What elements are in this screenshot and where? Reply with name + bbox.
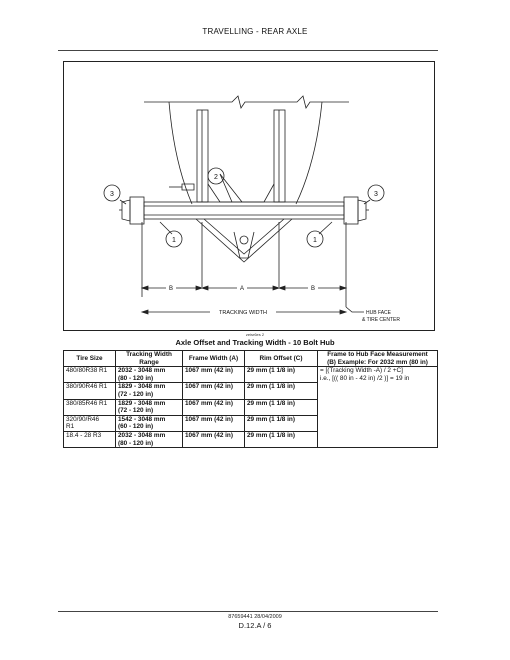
figure-number: zeisr6es 2: [245, 332, 265, 337]
axle-figure: [63, 61, 435, 331]
dim-label-tracking-width: TRACKING WIDTH: [219, 310, 267, 316]
cell-range-in: (72 - 120 in): [118, 407, 154, 415]
callout-3-right: 3: [374, 191, 378, 198]
header-rim-offset: Rim Offset (C): [245, 351, 318, 367]
center-housing: [208, 184, 274, 202]
cell-frame-width: 1067 mm (42 in): [183, 399, 245, 415]
cell-range-mm: 2032 - 3048 mm: [118, 367, 166, 375]
footer-document-code: 87659441 28/04/2009: [228, 614, 282, 620]
cell-tire-size-line2: R1: [66, 423, 75, 431]
cell-tire-size: 380/85R46 R1: [64, 399, 116, 415]
page-header-title: TRAVELLING - REAR AXLE: [202, 27, 308, 36]
header-measure-line1: Frame to Hub Face Measurement: [327, 351, 428, 358]
cell-tracking-range: [116, 431, 183, 447]
table-header-row: [64, 351, 438, 367]
header-tracking-line1: Tracking Width: [126, 351, 172, 358]
cell-tire-size-text: 480/80R38 R1: [66, 367, 108, 375]
cell-rim-offset: 29 mm (1 1/8 in): [245, 399, 318, 415]
dim-label-a: A: [239, 286, 245, 292]
cell-frame-width: 1067 mm (42 in): [183, 415, 245, 431]
table-row: [64, 367, 438, 383]
cell-tire-size-line1: 320/90/R46: [66, 415, 100, 423]
callout-3-left: 3: [110, 191, 114, 198]
header-tracking-line2: Range: [139, 358, 159, 366]
cell-range-in: (60 - 120 in): [118, 423, 154, 431]
tank-right-curve: [296, 102, 322, 204]
cell-frame-width: 1067 mm (42 in): [183, 431, 245, 447]
axle-spec-table: [63, 350, 438, 448]
right-hub: [344, 197, 358, 224]
cell-tire-size: [64, 415, 116, 431]
callout-1-left: 1: [172, 237, 176, 244]
cell-range-in: (80 - 120 in): [118, 374, 154, 382]
header-measure-line2: (B) Example: For 2032 mm (80 in): [327, 358, 428, 366]
dim-label-b-right: B: [310, 286, 316, 292]
lower-v-strut: [196, 219, 292, 262]
left-frame-rail: [197, 110, 208, 202]
cell-formula: = [(Tracking Width -A) / 2 +C]: [320, 367, 403, 375]
cell-measurement-example: [318, 367, 438, 448]
frame-top-line: [144, 96, 349, 108]
axle-diagram: [64, 62, 434, 330]
header-rule: [58, 50, 438, 51]
header-frame-width: Frame Width (A): [183, 351, 245, 367]
cell-rim-offset: 29 mm (1 1/8 in): [245, 431, 318, 447]
cell-tracking-range: [116, 367, 183, 383]
header-measurement: [318, 351, 438, 367]
label-tire-center: & TIRE CENTER: [362, 317, 400, 323]
cell-tracking-range: [116, 399, 183, 415]
cell-tire-size: 380/90R46 R1: [64, 383, 116, 399]
cell-range-in: (72 - 120 in): [118, 390, 154, 398]
cell-frame-width: 1067 mm (42 in): [183, 367, 245, 383]
cell-tire-size: [64, 367, 116, 383]
footer-page-number: D.12.A / 6: [238, 621, 272, 630]
footer-rule: [58, 611, 438, 612]
dim-label-b-left: B: [168, 286, 174, 292]
cell-rim-offset: 29 mm (1 1/8 in): [245, 367, 318, 383]
cell-formula-example: i.e., [(( 80 in - 42 in) /2 )] = 19 in: [320, 374, 410, 382]
right-frame-rail: [274, 110, 285, 202]
left-hub: [130, 197, 144, 224]
cell-tracking-range: [116, 415, 183, 431]
cell-frame-width: 1067 mm (42 in): [183, 383, 245, 399]
header-tire-size: Tire Size: [64, 351, 116, 367]
side-bracket: [182, 184, 194, 190]
cell-range-mm: 1829 - 3048 mm: [118, 383, 166, 391]
cell-range-mm: 1829 - 3048 mm: [118, 399, 166, 407]
callout-2: 2: [214, 174, 218, 181]
cell-tracking-range: [116, 383, 183, 399]
label-hub-face: HUB FACE: [366, 310, 392, 316]
tank-left-curve: [169, 102, 192, 204]
cell-tire-size: 18.4 - 28 R3: [64, 431, 116, 447]
cell-range-in: (80 - 120 in): [118, 439, 154, 447]
callout-1-right: 1: [313, 237, 317, 244]
axle-tube: [144, 202, 344, 219]
cell-range-mm: 1542 - 3048 mm: [118, 415, 166, 423]
cell-rim-offset: 29 mm (1 1/8 in): [245, 415, 318, 431]
header-tracking-width: [116, 351, 183, 367]
figure-title: Axle Offset and Tracking Width - 10 Bolt Hub: [175, 338, 335, 347]
center-pivot: [240, 236, 248, 244]
cell-range-mm: 2032 - 3048 mm: [118, 431, 166, 439]
cell-rim-offset: 29 mm (1 1/8 in): [245, 383, 318, 399]
